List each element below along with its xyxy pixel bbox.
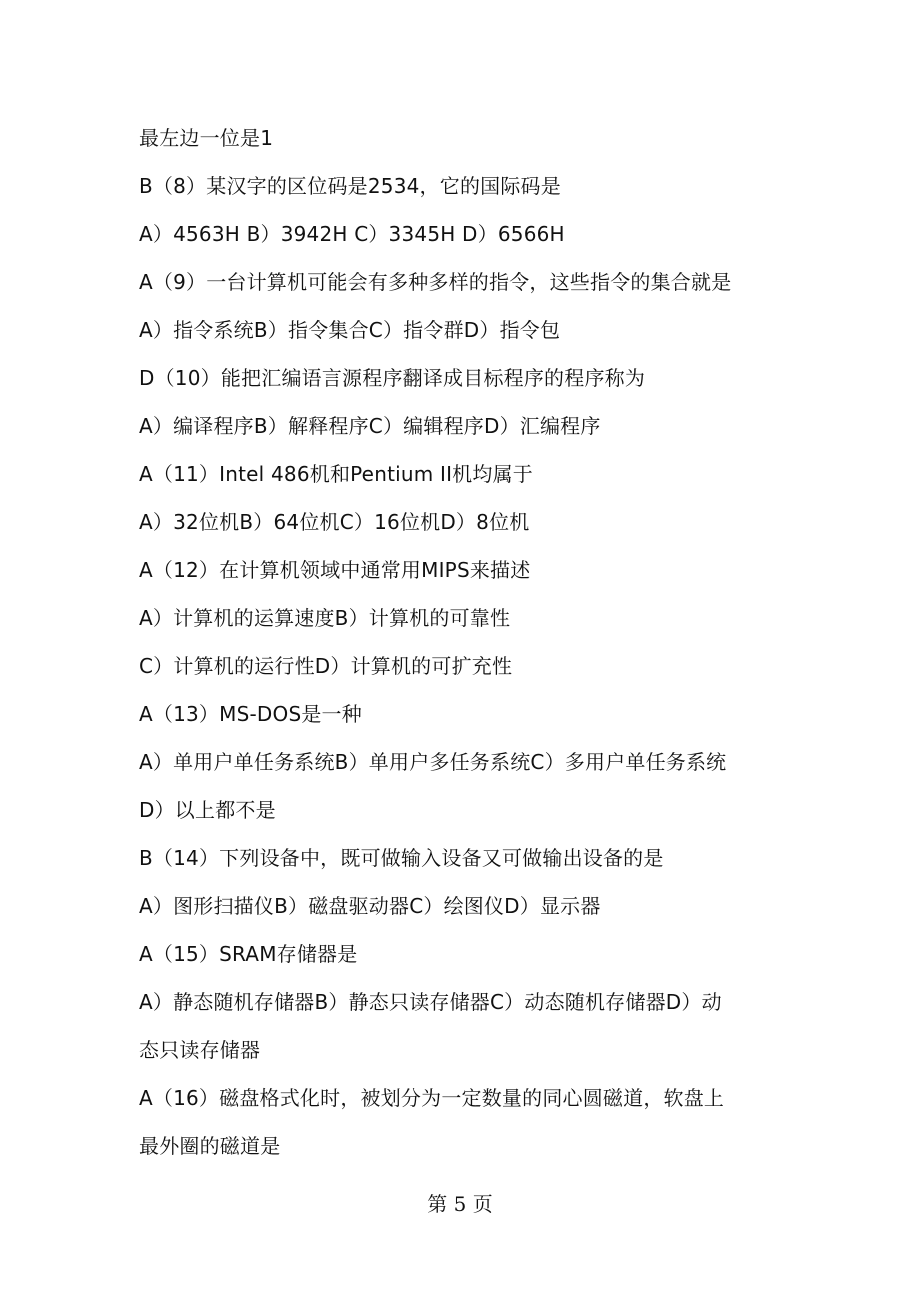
text-line: A）4563H B）3942H C）3345H D）6566H bbox=[139, 222, 565, 246]
document-body bbox=[139, 114, 789, 1170]
text-line: A）指令系统B）指令集合C）指令群D）指令包 bbox=[139, 318, 561, 342]
text-line: 态只读存储器 bbox=[139, 1038, 261, 1062]
text-line: A（12）在计算机领域中通常用MIPS来描述 bbox=[139, 558, 531, 582]
text-line: A（9）一台计算机可能会有多种多样的指令，这些指令的集合就是 bbox=[139, 270, 732, 294]
text-line: A（13）MS-DOS是一种 bbox=[139, 702, 362, 726]
text-line: 最左边一位是1 bbox=[139, 126, 274, 150]
text-line: A）静态随机存储器B）静态只读存储器C）动态随机存储器D）动 bbox=[139, 990, 722, 1014]
text-line: C）计算机的运行性D）计算机的可扩充性 bbox=[139, 654, 513, 678]
text-line: D（10）能把汇编语言源程序翻译成目标程序的程序称为 bbox=[139, 366, 646, 390]
text-line: A）单用户单任务系统B）单用户多任务系统C）多用户单任务系统 bbox=[139, 750, 727, 774]
text-line: A（16）磁盘格式化时，被划分为一定数量的同心圆磁道，软盘上 bbox=[139, 1086, 725, 1110]
text-line: D）以上都不是 bbox=[139, 798, 276, 822]
text-line: B（8）某汉字的区位码是2534，它的国际码是 bbox=[139, 174, 561, 198]
text-line: B（14）下列设备中，既可做输入设备又可做输出设备的是 bbox=[139, 846, 664, 870]
text-line: A）32位机B）64位机C）16位机D）8位机 bbox=[139, 510, 530, 534]
text-line: A（11）Intel 486机和Pentium II机均属于 bbox=[139, 462, 533, 486]
page-number: 第 5 页 bbox=[427, 1192, 493, 1216]
text-line: 最外圈的磁道是 bbox=[139, 1134, 281, 1158]
text-line: A）计算机的运算速度B）计算机的可靠性 bbox=[139, 606, 511, 630]
text-line: A）编译程序B）解释程序C）编辑程序D）汇编程序 bbox=[139, 414, 601, 438]
text-line: A（15）SRAM存储器是 bbox=[139, 942, 358, 966]
text-line: A）图形扫描仪B）磁盘驱动器C）绘图仪D）显示器 bbox=[139, 894, 601, 918]
